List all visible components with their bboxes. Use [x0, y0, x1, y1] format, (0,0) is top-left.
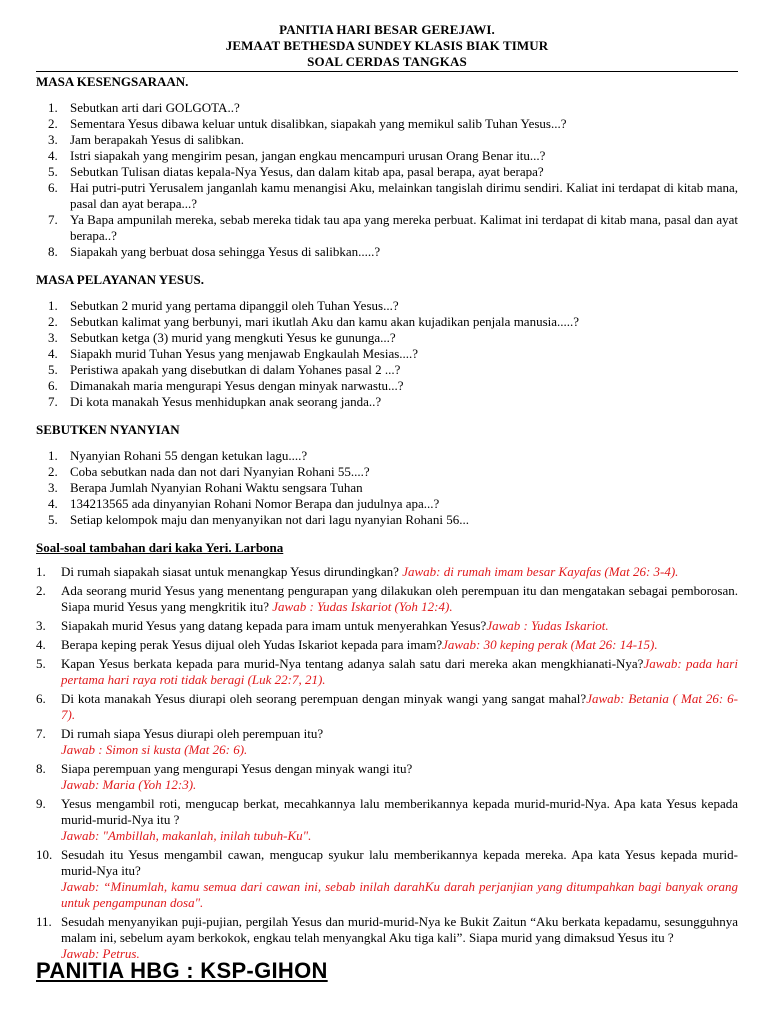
question-number: 3.	[36, 618, 46, 633]
question-item	[36, 164, 738, 180]
answer-text: Jawab: "Ambillah, makanlah, inilah tubuh-Ku".	[61, 828, 312, 843]
question-number: 5.	[36, 656, 46, 671]
question-text: Sementara Yesus dibawa keluar untuk disalibkan, siapakah yang memikul salib Tuhan Yesus...?	[70, 116, 567, 131]
question-text: Sebutkan Tulisan diatas kepala-Nya Yesus, dan dalam kitab apa, pasal berapa, ayat berapa?	[70, 164, 544, 179]
question-item	[36, 116, 738, 132]
question-text: Di rumah siapa Yesus diurapi oleh perempuan itu?	[61, 726, 324, 741]
question-number: 5.	[48, 164, 58, 179]
question-text: Di kota manakah Yesus menhidupkan anak seorang janda..?	[70, 394, 382, 409]
question-number: 2.	[48, 314, 58, 329]
question-number: 5.	[48, 362, 58, 377]
question-text: 134213565 ada dinyanyian Rohani Nomor Berapa dan judulnya apa...?	[70, 496, 440, 511]
question-number: 3.	[48, 132, 58, 147]
question-text: Siapa perempuan yang mengurapi Yesus dengan minyak wangi itu?	[61, 761, 413, 776]
question-item	[36, 148, 738, 164]
document-header	[36, 22, 738, 70]
question-item	[36, 100, 738, 116]
question-number: 6.	[48, 378, 58, 393]
question-item	[36, 464, 738, 480]
question-text: Ada seorang murid Yesus yang menentang pengurapan yang dilakukan oleh perempuan itu dan mengatakan sebagai pemborosan. Siapa murid Yesus yang mengkritik itu?	[61, 583, 738, 614]
question-number: 9.	[36, 796, 46, 811]
question-item	[36, 480, 738, 496]
question-text: Yesus mengambil roti, mengucap berkat, mecahkannya lalu memberikannya kepada murid-murid-Nya. Apa kata Yesus kepada murid-murid-Nya itu ?	[61, 796, 738, 827]
question-item	[36, 448, 738, 464]
answer-text: Jawab: “Minumlah, kamu semua dari cawan ini, sebab inilah darahKu darah perjanjian yang ditumpahkan bagi banyak orang untuk pengampunan dosa".	[61, 879, 738, 910]
answer-text: Jawab : Simon si kusta (Mat 26: 6).	[61, 742, 248, 757]
question-text: Sesudah itu Yesus mengambil cawan, mengucap syukur lalu memberikannya kepada mereka. Apa kata Yesus kepada murid-murid-Nya itu?	[61, 847, 738, 878]
question-text: Sebutkan 2 murid yang pertama dipanggil oleh Tuhan Yesus...?	[70, 298, 399, 313]
question-text: Kapan Yesus berkata kepada para murid-Nya tentang adanya salah satu dari mereka akan mengkhianati-Nya?	[61, 656, 644, 671]
question-number: 8.	[36, 761, 46, 776]
question-item	[36, 496, 738, 512]
question-text: Nyanyian Rohani 55 dengan ketukan lagu....?	[70, 448, 308, 463]
extra-question-item	[36, 914, 738, 962]
question-number: 6.	[48, 180, 58, 195]
question-number: 2.	[48, 464, 58, 479]
extra-question-item	[36, 656, 738, 688]
question-item	[36, 512, 738, 528]
question-number: 1.	[48, 100, 58, 115]
question-text: Berapa keping perak Yesus dijual oleh Yudas Iskariot kepada para imam?	[61, 637, 443, 652]
question-item	[36, 244, 738, 260]
answer-text: Jawab : Yudas Iskariot (Yoh 12:4).	[272, 599, 453, 614]
answer-text: Jawab: Maria (Yoh 12:3).	[61, 777, 197, 792]
question-item	[36, 314, 738, 330]
question-item	[36, 362, 738, 378]
question-item	[36, 378, 738, 394]
answer-text: Jawab: 30 keping perak (Mat 26: 14-15).	[442, 637, 658, 652]
question-item	[36, 394, 738, 410]
question-number: 3.	[48, 480, 58, 495]
question-item	[36, 298, 738, 314]
header-line-3: SOAL CERDAS TANGKAS	[307, 54, 467, 69]
header-line-2: JEMAAT BETHESDA SUNDEY KLASIS BIAK TIMUR	[225, 38, 549, 53]
question-text: Siapakah murid Yesus yang datang kepada para imam untuk menyerahkan Yesus?	[61, 618, 487, 633]
question-text: Sebutkan arti dari GOLGOTA..?	[70, 100, 240, 115]
question-number: 2.	[36, 583, 46, 598]
question-number: 6.	[36, 691, 46, 706]
question-sections	[36, 74, 738, 528]
question-number: 11.	[36, 914, 52, 929]
question-number: 4.	[36, 637, 46, 652]
extra-question-item	[36, 564, 738, 580]
question-number: 5.	[48, 512, 58, 527]
question-number: 4.	[48, 148, 58, 163]
question-text: Hai putri-putri Yerusalem janganlah kamu menangisi Aku, melainkan tangislah dirimu sendiri. Kaliat ini terdapat di kitab mana, pasal dan ayat berapa...?	[70, 180, 738, 211]
question-list	[36, 298, 738, 410]
question-text: Coba sebutkan nada dan not dari Nyanyian Rohani 55....?	[70, 464, 370, 479]
answer-text: Jawab : Yudas Iskariot.	[486, 618, 609, 633]
question-text: Setiap kelompok maju dan menyanyikan not dari lagu nyanyian Rohani 56...	[70, 512, 469, 527]
question-number: 4.	[48, 496, 58, 511]
answer-text: Jawab: di rumah imam besar Kayafas (Mat 26: 3-4).	[402, 564, 679, 579]
section-title: SEBUTKEN NYANYIAN	[36, 422, 180, 437]
extra-question-item	[36, 583, 738, 615]
question-text: Sebutkan ketga (3) murid yang mengkuti Yesus ke gununga...?	[70, 330, 396, 345]
question-number: 1.	[48, 298, 58, 313]
question-text: Berapa Jumlah Nyanyian Rohani Waktu sengsara Tuhan	[70, 480, 363, 495]
answer-text: Jawab: Petrus.	[61, 946, 140, 961]
question-item	[36, 346, 738, 362]
answer-text: Jawab: pada hari pertama hari raya roti tidak beragi (Luk 22:7, 21).	[61, 656, 738, 687]
question-text: Siapakah yang berbuat dosa sehingga Yesus di salibkan.....?	[70, 244, 381, 259]
extra-section-title: Soal-soal tambahan dari kaka Yeri. Larbona	[36, 540, 284, 555]
question-text: Sebutkan kalimat yang berbunyi, mari ikutlah Aku dan kamu akan kujadikan penjala manusia.....?	[70, 314, 580, 329]
extra-question-item	[36, 618, 738, 634]
question-text: Dimanakah maria mengurapi Yesus dengan minyak narwastu...?	[70, 378, 404, 393]
question-number: 1.	[48, 448, 58, 463]
question-number: 8.	[48, 244, 58, 259]
question-text: Istri siapakah yang mengirim pesan, jangan engkau mencampuri urusan Orang Benar itu...?	[70, 148, 546, 163]
question-text: Jam berapakah Yesus di salibkan.	[70, 132, 245, 147]
question-number: 7.	[48, 394, 58, 409]
question-list	[36, 448, 738, 528]
question-text: Di rumah siapakah siasat untuk menangkap Yesus dirundingkan?	[61, 564, 403, 579]
question-number: 1.	[36, 564, 46, 579]
question-list	[36, 100, 738, 260]
extra-question-item	[36, 796, 738, 844]
extra-question-list	[36, 564, 738, 962]
question-number: 4.	[48, 346, 58, 361]
extra-question-item	[36, 847, 738, 911]
question-item	[36, 132, 738, 148]
question-number: 10.	[36, 847, 53, 862]
question-number: 2.	[48, 116, 58, 131]
extra-question-item	[36, 726, 738, 758]
header-line-1: PANITIA HARI BESAR GEREJAWI.	[279, 22, 495, 37]
question-item	[36, 330, 738, 346]
footer-committee: PANITIA HBG : KSP-GIHON	[36, 958, 328, 983]
question-text: Peristiwa apakah yang disebutkan di dalam Yohanes pasal 2 ...?	[70, 362, 401, 377]
question-text: Ya Bapa ampunilah mereka, sebab mereka tidak tau apa yang mereka perbuat. Kalimat ini terdapat di kitab mana, pasal dan ayat berapa..?	[70, 212, 738, 243]
question-text: Sesudah menyanyikan puji-pujian, pergilah Yesus dan murid-murid-Nya ke Bukit Zaitun “Aku berkata kepadamu, sesungguhnya malam ini, sebelum ayam berkokok, engkau telah menyangkal Aku tiga kali”. Siapa murid yang dimaksud Yesus itu ?	[61, 914, 738, 945]
extra-question-item	[36, 691, 738, 723]
extra-question-item	[36, 761, 738, 793]
section-title: MASA KESENGSARAAN.	[36, 74, 189, 89]
section-title: MASA PELAYANAN YESUS.	[36, 272, 204, 287]
header-divider	[36, 71, 738, 72]
extra-question-item	[36, 637, 738, 653]
question-number: 7.	[48, 212, 58, 227]
question-number: 7.	[36, 726, 46, 741]
question-text: Siapakh murid Tuhan Yesus yang menjawab Engkaulah Mesias....?	[70, 346, 419, 361]
question-number: 3.	[48, 330, 58, 345]
answer-text: Jawab: Betania ( Mat 26: 6-7).	[61, 691, 739, 722]
question-item	[36, 212, 738, 244]
question-text: Di kota manakah Yesus diurapi oleh seorang perempuan dengan minyak wangi yang sangat mahal?	[61, 691, 587, 706]
question-item	[36, 180, 738, 212]
